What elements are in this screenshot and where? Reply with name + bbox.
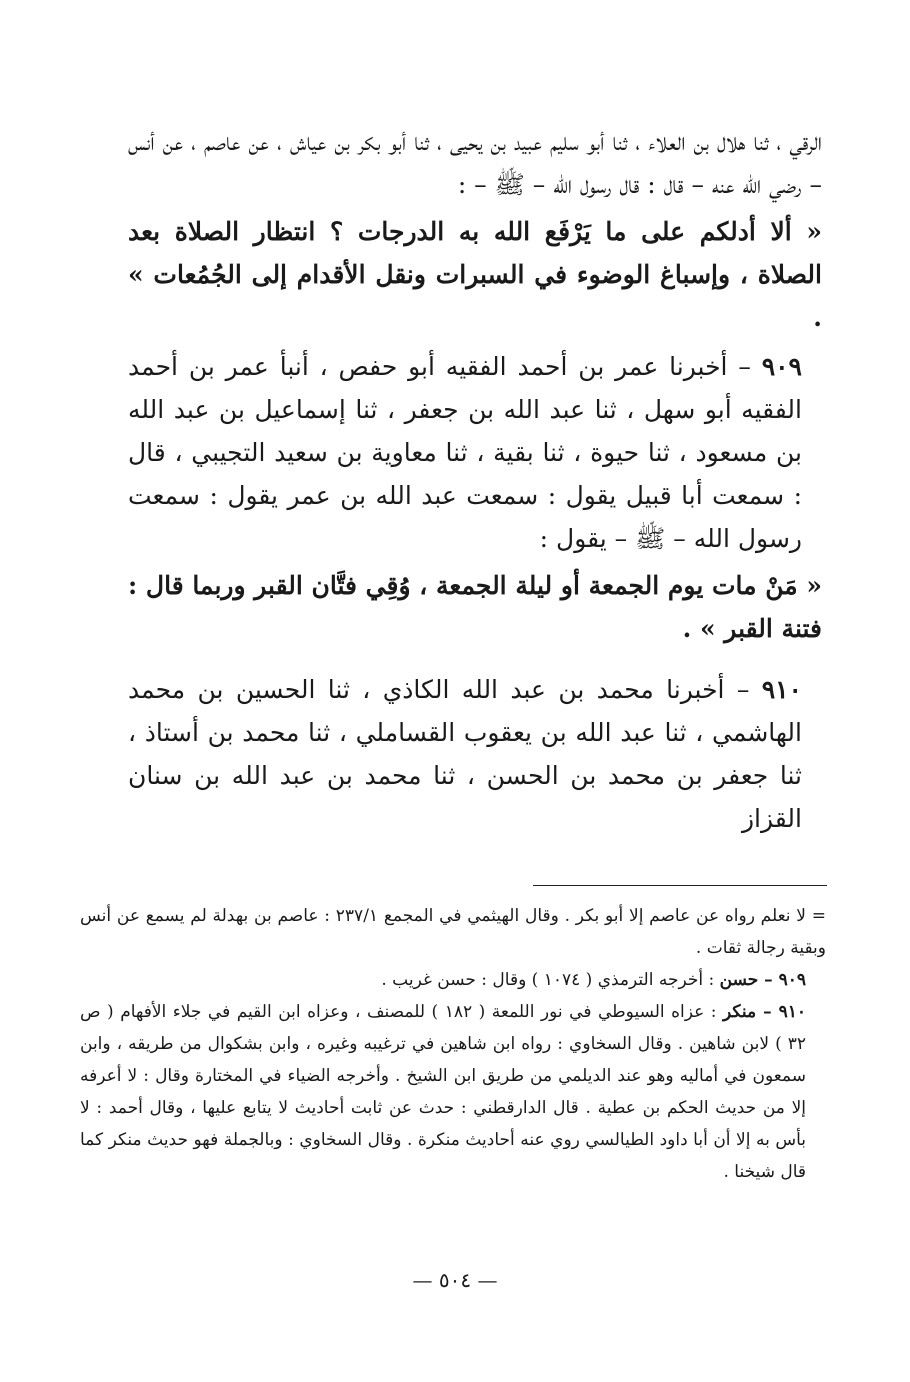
page-number: — ٥٠٤ —: [412, 1268, 498, 1292]
footnote-key: ٩٠٩ – حسن: [719, 970, 806, 990]
footnote-910: [80, 996, 826, 1188]
continuation-mark: =: [811, 906, 826, 926]
footnote-continuation: [80, 900, 826, 964]
main-text: [128, 120, 822, 840]
hadith-number: ٩١٠: [761, 675, 802, 704]
footnote-key: ٩١٠ – منكر: [723, 1002, 806, 1022]
hadith-text: « ألا أدلكم على ما يَرْفَع الله به الدرجات ؟ انتظار الصلاة بعد الصلاة ، وإسباغ الوضوء في السبرات ونقل الأقدام إلى الجُمُعات » .: [128, 217, 822, 332]
hadith-number: ٩٠٩: [761, 352, 802, 381]
footnote-text: : أخرجه الترمذي ( ١٠٧٤ ) وقال : حسن غريب .: [381, 970, 720, 990]
footnotes: [80, 900, 826, 1188]
hadith-text: « مَنْ مات يوم الجمعة أو ليلة الجمعة ، وُقِي فتَّان القبر وربما قال : فتنة القبر » .: [128, 571, 822, 643]
footnote-divider: [533, 885, 827, 886]
hadith-909: [128, 345, 822, 560]
hadith-910: [128, 668, 822, 840]
footnote-909: [80, 964, 826, 996]
isnad-text: – أخبرنا عمر بن أحمد الفقيه أبو حفص ، أنبأ عمر بن أحمد الفقيه أبو سهل ، ثنا عبد الله بن جعفر ، ثنا إسماعيل بن عبد الله بن مسعود ، ثنا حيوة ، ثنا بقية ، ثنا معاوية بن سعيد التجيبي ، قال : سمعت أبا قبيل يقول : سمعت عبد الله بن عمر يقول : سمعت رسول الله – ﷺ – يقول :: [128, 352, 802, 553]
isnad-text: – أخبرنا محمد بن عبد الله الكاذي ، ثنا الحسين بن محمد الهاشمي ، ثنا عبد الله بن يعقوب القساملي ، ثنا محمد بن أستاذ ، ثنا جعفر بن محمد بن الحسن ، ثنا محمد بن عبد الله بن سنان القزاز: [128, 675, 802, 833]
isnad-continuation: الرقي ، ثنا هلال بن العلاء ، ثنا أبو سليم عبيد بن يحيى ، ثنا أبو بكر بن عياش ، عن عاصم ، عن أنس – رضي الله عنه – قال : قال رسول الله – ﷺ – :: [128, 127, 822, 199]
footnote-text: لا نعلم رواه عن عاصم إلا أبو بكر . وقال الهيثمي في المجمع ٢٣٧/١ : عاصم بن بهدلة لم يسمع عن أنس وبقية رجالة ثقات .: [80, 906, 826, 958]
footnote-text: : عزاه السيوطي في نور اللمعة ( ١٨٢ ) للمصنف ، وعزاه ابن القيم في جلاء الأفهام ( ص ٣٢ ) لابن شاهين . وقال السخاوي : رواه ابن شاهين في ترغيبه وغيره ، وابن بشكوال من طريقه ، وابن سمعون في أماليه وهو عند الديلمي من طريق ابن الشيخ . وأخرجه الضياء في المختارة وقال : لا أعرفه إلا من حديث الحكم بن عطية . قال الدارقطني : حدث عن ثابت أحاديث لا يتابع عليها ، وقال أحمد : لا بأس به إلا أن أبا داود الطيالسي روي عنه أحاديث منكرة . وقال السخاوي : وبالجملة فهو حديث منكر كما قال شيخنا .: [80, 1002, 806, 1182]
